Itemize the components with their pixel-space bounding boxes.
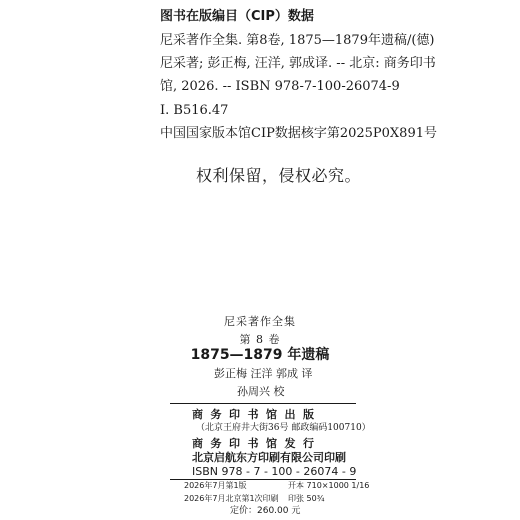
volume-number: 第 8 卷 xyxy=(239,333,281,346)
proofreader: 孙周兴 校 xyxy=(237,385,285,398)
cip-line-2: 尼采著; 彭正梅, 汪洋, 郭成译. -- 北京: 商务印书 xyxy=(160,56,436,71)
series-title: 尼采著作全集 xyxy=(224,315,296,328)
distributor: 商务印书馆发行 xyxy=(192,437,322,450)
format: 开本 710×1000 1/16 xyxy=(288,481,370,490)
cip-classification: Ⅰ. B516.47 xyxy=(160,103,229,118)
cip-line-3: 馆, 2026. -- ISBN 978-7-100-26074-9 xyxy=(160,79,400,94)
book-title: 1875—1879 年遗稿 xyxy=(190,347,330,363)
price: 定价：260.00 元 xyxy=(230,506,301,516)
edition: 2026年7月第1版 xyxy=(184,481,247,490)
printing: 2026年7月北京第1次印刷 xyxy=(184,494,279,503)
rights-notice: 权利保留，侵权必究。 xyxy=(196,166,362,185)
printer: 北京启航东方印刷有限公司印刷 xyxy=(192,451,346,464)
publisher: 商务印书馆出版 xyxy=(192,408,322,421)
isbn: ISBN 978 - 7 - 100 - 26074 - 9 xyxy=(192,465,357,478)
sheets: 印张 50¾ xyxy=(288,494,325,503)
cip-line-1: 尼采著作全集. 第8卷, 1875—1879年遗稿/(德) xyxy=(160,33,435,48)
cip-heading: 图书在版编目（CIP）数据 xyxy=(160,9,314,24)
translators: 彭正梅 汪洋 郭成 译 xyxy=(214,367,313,380)
cip-record-number: 中国国家版本馆CIP数据核字第2025P0X891号 xyxy=(160,126,437,141)
publisher-address: （北京王府井大街36号 邮政编码100710） xyxy=(196,423,371,433)
divider-top xyxy=(170,403,356,404)
divider-bottom xyxy=(170,479,356,480)
